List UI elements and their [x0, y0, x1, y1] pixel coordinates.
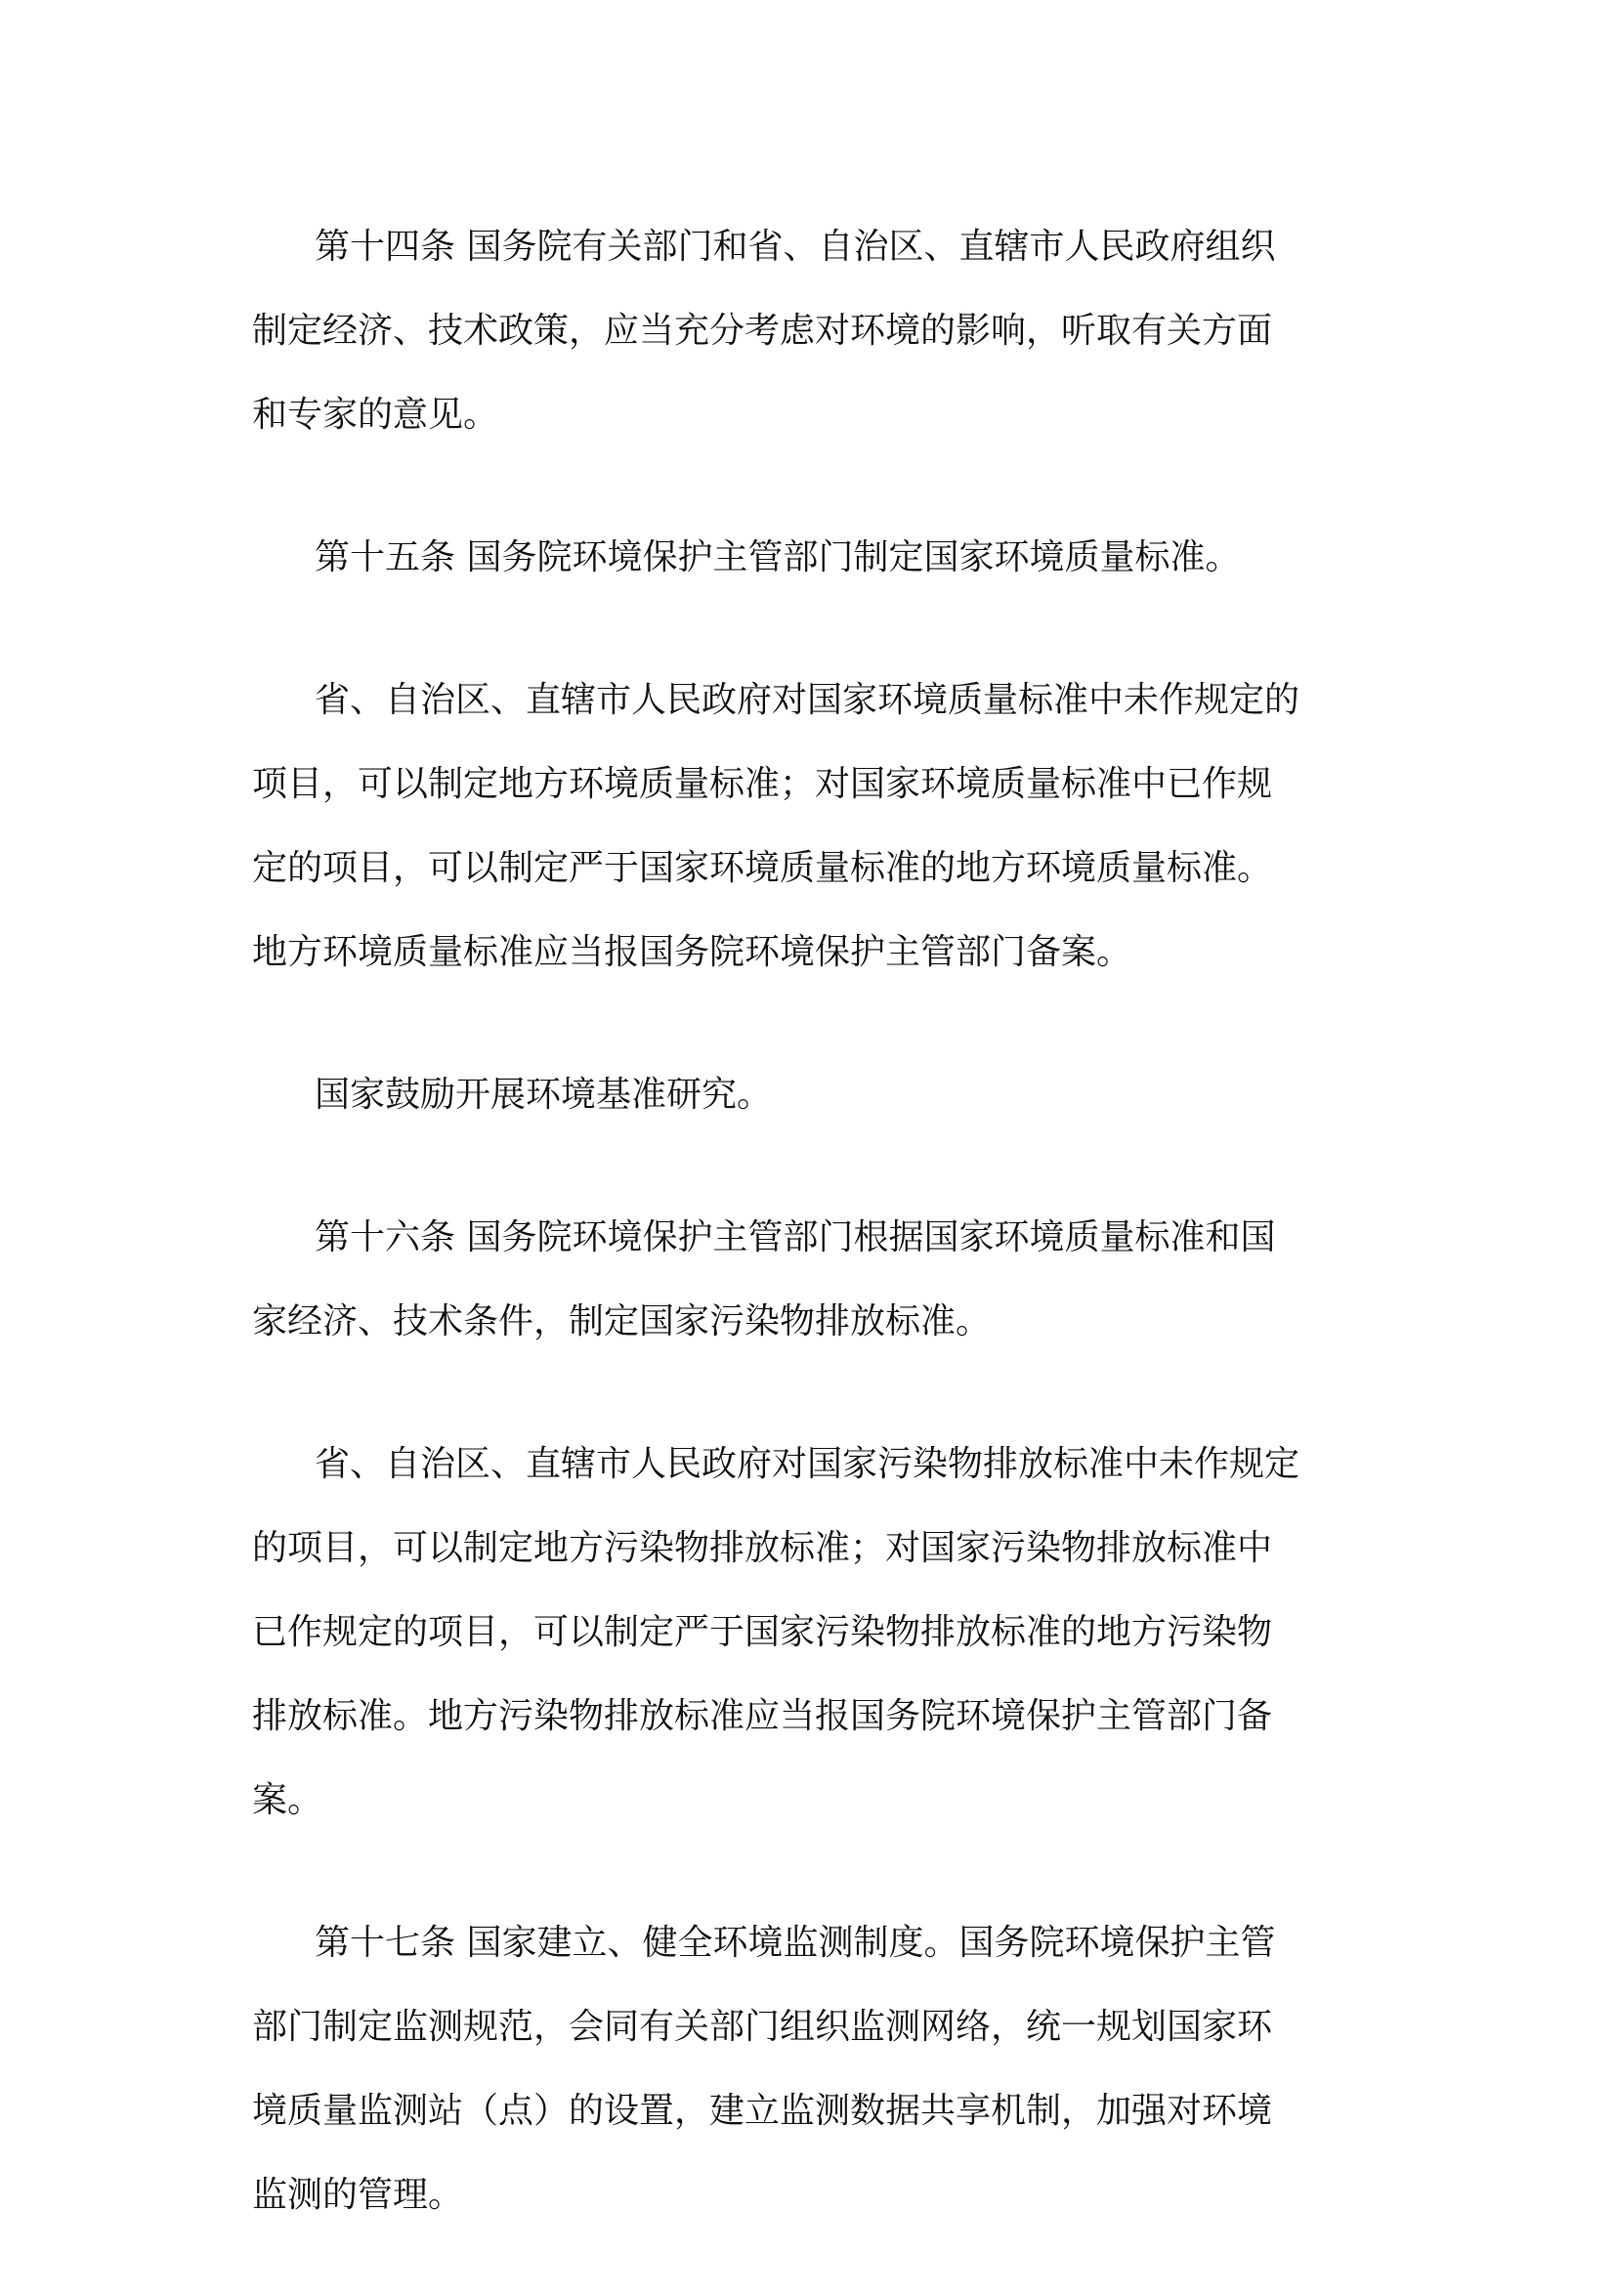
text-line: 和专家的意见。 — [252, 395, 499, 435]
text-line: 第十七条 国家建立、健全环境监测制度。国务院环境保护主管 — [315, 1923, 1276, 1963]
text-line: 已作规定的项目，可以制定严于国家污染物排放标准的地方污染物 — [252, 1612, 1273, 1652]
text-line: 地方环境质量标准应当报国务院环境保护主管部门备案。 — [252, 932, 1132, 972]
text-line: 监测的管理。 — [252, 2175, 464, 2215]
text-line: 境质量监测站（点）的设置，建立监测数据共享机制，加强对环境 — [252, 2091, 1273, 2131]
paragraph-article-14 — [252, 205, 1376, 457]
text-line: 案。 — [252, 1780, 323, 1820]
text-line: 省、自治区、直辖市人民政府对国家污染物排放标准中未作规定 — [315, 1444, 1300, 1484]
paragraph-article-15-baseline-research — [252, 1053, 1376, 1137]
text-line: 部门制定监测规范，会同有关部门组织监测网络，统一规划国家环 — [252, 2007, 1273, 2047]
text-line: 国家鼓励开展环境基准研究。 — [315, 1075, 773, 1115]
document-body — [252, 205, 1376, 2296]
text-line: 第十五条 国务院环境保护主管部门制定国家环境质量标准。 — [315, 537, 1241, 577]
paragraph-article-15-local-quality-standards — [252, 659, 1376, 995]
text-line: 排放标准。地方污染物排放标准应当报国务院环境保护主管部门备 — [252, 1696, 1273, 1736]
paragraph-article-17 — [252, 1901, 1376, 2237]
text-line: 省、自治区、直辖市人民政府对国家环境质量标准中未作规定的 — [315, 680, 1300, 720]
text-line: 第十六条 国务院环境保护主管部门根据国家环境质量标准和国 — [315, 1217, 1276, 1257]
text-line: 制定经济、技术政策，应当充分考虑对环境的影响，听取有关方面 — [252, 311, 1273, 351]
text-line: 第十四条 国务院有关部门和省、自治区、直辖市人民政府组织 — [315, 227, 1276, 267]
paragraph-article-16-local-emission-standards — [252, 1423, 1376, 1843]
text-line: 的项目，可以制定地方污染物排放标准；对国家污染物排放标准中 — [252, 1528, 1273, 1568]
paragraph-article-16 — [252, 1196, 1376, 1364]
text-line: 家经济、技术条件，制定国家污染物排放标准。 — [252, 1301, 992, 1341]
text-line: 定的项目，可以制定严于国家环境质量标准的地方环境质量标准。 — [252, 848, 1273, 888]
text-line: 项目，可以制定地方环境质量标准；对国家环境质量标准中已作规 — [252, 764, 1273, 804]
paragraph-article-15 — [252, 516, 1376, 600]
